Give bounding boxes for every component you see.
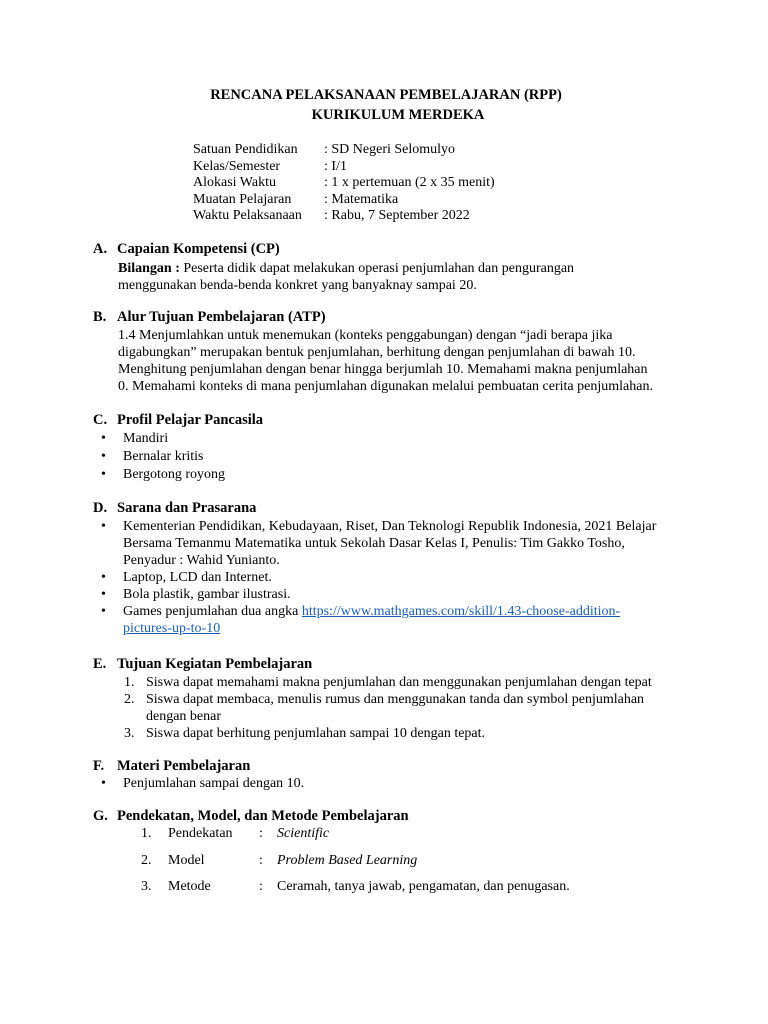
section-title: Sarana dan Prasarana: [117, 500, 257, 516]
info-label: Muatan Pelajaran: [193, 191, 292, 207]
list-item-line: [123, 620, 718, 637]
info-value: : 1 x pertemuan (2 x 35 menit): [324, 175, 495, 190]
list-item-text: Laptop, LCD dan Internet.: [123, 570, 272, 585]
info-value: : Rabu, 7 September 2022: [324, 208, 470, 223]
method-colon: :: [259, 879, 263, 894]
section-letter: D.: [93, 500, 108, 516]
info-label: Kelas/Semester: [193, 158, 281, 174]
info-row: [193, 207, 495, 224]
list-item: [98, 448, 718, 466]
list-item: [98, 466, 718, 484]
method-colon: :: [259, 853, 263, 868]
section-c-list: [98, 430, 718, 484]
section-letter: A.: [93, 241, 108, 257]
games-link[interactable]: https://www.mathgames.com/skill/1.43-choose-addition-: [301, 604, 621, 619]
method-value: Problem Based Learning: [277, 853, 418, 868]
section-title: Alur Tujuan Pembelajaran (ATP): [117, 309, 326, 325]
method-value: Scientific: [277, 826, 330, 841]
info-value: : SD Negeri Selomulyo: [324, 142, 456, 157]
item-text: dengan benar: [146, 709, 222, 724]
section-b-heading: [93, 309, 326, 326]
para-line: [118, 260, 718, 277]
item-text: Siswa dapat membaca, menulis rumus dan menggunakan tanda dan symbol penjumlahan: [146, 692, 645, 707]
list-item: [98, 518, 718, 569]
item-text: Siswa dapat memahami makna penjumlahan dan menggunakan penjumlahan dengan tepat: [146, 675, 652, 690]
section-letter: E.: [93, 656, 107, 672]
list-item: [98, 775, 718, 792]
list-item-text: Mandiri: [123, 431, 169, 446]
section-d-heading: [93, 500, 256, 517]
list-item-text: Bernalar kritis: [123, 449, 204, 464]
section-letter: C.: [93, 412, 108, 428]
identity-table: [193, 141, 495, 224]
section-a-body: [118, 260, 718, 294]
section-f-heading: [93, 758, 250, 775]
section-letter: F.: [93, 758, 105, 774]
list-item: [98, 603, 718, 637]
para-line: 1.4 Menjumlahkan untuk menemukan (konteks penggabungan) dengan “jadi berapa jika: [118, 328, 613, 343]
section-title: Pendekatan, Model, dan Metode Pembelajaran: [117, 808, 409, 824]
section-letter: B.: [93, 309, 107, 325]
section-e-heading: [93, 656, 312, 673]
list-item-text: Bergotong royong: [123, 467, 226, 482]
section-e-list: [124, 674, 724, 742]
list-item-line: • Kementerian Pendidikan, Kebudayaan, Riset, Dan Teknologi Republik Indonesia, 2021 Belajar: [123, 519, 657, 534]
info-label: Satuan Pendidikan: [193, 142, 298, 157]
method-number: 3.: [141, 879, 152, 894]
list-item: [98, 430, 718, 448]
section-title: Capaian Kompetensi (CP): [117, 241, 280, 257]
list-item-text: Penjumlahan sampai dengan 10.: [123, 776, 305, 791]
document-title: RENCANA PELAKSANAAN PEMBELAJARAN (RPP): [210, 87, 562, 103]
list-item-line: Bersama Temanmu Matematika untuk Sekolah Dasar Kelas I, Penulis: Tim Gakko Tosho,: [123, 536, 625, 551]
para-line: menggunakan benda-benda konkret yang banyaknay sampai 20.: [118, 278, 477, 293]
method-name: Pendekatan: [168, 826, 233, 841]
list-item-line: [123, 603, 718, 620]
item-text: Siswa dapat berhitung penjumlahan sampai 10 dengan tepat.: [146, 726, 486, 741]
info-value: : Matematika: [324, 191, 399, 207]
para-line: digabungkan” merupakan bentuk penjumlahan, berhitung dengan penjumlahan di bawah 10.: [118, 345, 636, 360]
section-f-list: [98, 775, 718, 792]
section-title: Profil Pelajar Pancasila: [117, 412, 264, 428]
numbered-item: [124, 725, 724, 742]
section-d-list: [98, 518, 718, 637]
document-subtitle: KURIKULUM MERDEKA: [311, 107, 485, 123]
section-a-heading: [93, 241, 280, 258]
info-value: : I/1: [324, 158, 347, 174]
item-number: 3.: [124, 726, 135, 741]
item-number: 2.: [124, 692, 135, 707]
section-c-heading: [93, 412, 263, 429]
method-row: [141, 878, 570, 895]
section-letter: G.: [93, 808, 108, 824]
method-number: 1.: [141, 826, 152, 841]
info-label: Waktu Pelaksanaan: [193, 208, 302, 223]
method-number: 2.: [141, 853, 152, 868]
method-row: [141, 852, 570, 869]
bold-lead: Bilangan :: [118, 261, 180, 276]
method-name: Model: [168, 853, 205, 868]
info-row: [193, 191, 495, 208]
section-g-heading: [93, 808, 409, 825]
list-item: [98, 586, 718, 603]
method-name: Metode: [168, 879, 211, 894]
numbered-item: [124, 674, 724, 691]
section-title: Materi Pembelajaran: [117, 758, 251, 774]
method-table: [141, 825, 570, 895]
numbered-item: [124, 691, 724, 725]
section-b-body: [118, 327, 718, 395]
list-item: [98, 569, 718, 586]
item-number: 1.: [124, 675, 135, 690]
para-line: 0. Memahami konteks di mana penjumlahan digunakan melalui pembuatan cerita penjumlahan.: [118, 379, 653, 394]
list-item-text: Bola plastik, gambar ilustrasi.: [123, 587, 291, 602]
list-item-text: Games penjumlahan dua angka: [123, 604, 302, 619]
info-row: [193, 141, 495, 158]
para-text: Peserta didik dapat melakukan operasi penjumlahan dan pengurangan: [179, 261, 575, 276]
info-label: Alokasi Waktu: [193, 175, 276, 190]
games-link-continued[interactable]: pictures-up-to-10: [123, 621, 221, 636]
method-colon: :: [259, 826, 263, 841]
method-row: [141, 825, 570, 842]
info-row: [193, 174, 495, 191]
method-value: Ceramah, tanya jawab, pengamatan, dan penugasan.: [277, 879, 570, 894]
list-item-line: Penyadur : Wahid Yunianto.: [123, 553, 280, 568]
info-row: [193, 158, 495, 175]
para-line: Menghitung penjumlahan dengan benar hingga berjumlah 10. Memahami makna penjumlahan: [118, 362, 648, 377]
section-title: Tujuan Kegiatan Pembelajaran: [117, 656, 313, 672]
